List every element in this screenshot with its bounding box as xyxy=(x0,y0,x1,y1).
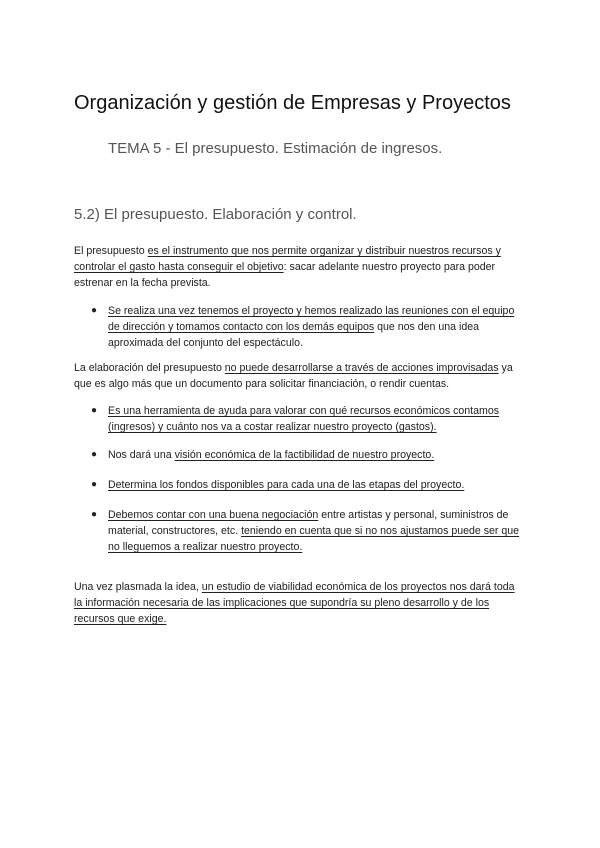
underlined-text: un estudio de viabilidad económica de los proyectos nos dará toda la información necesaria de las implicaciones que supondría su pleno desarrollo y de los recursos que exige. xyxy=(74,581,515,625)
text-run: entre artistas y personal, suministros de material, constructores, etc. xyxy=(108,509,509,537)
text-run: El presupuesto xyxy=(74,245,148,257)
text-run: Una vez plasmada la idea, xyxy=(74,581,202,593)
bullet-icon: ● xyxy=(91,449,98,460)
bullet-icon: ● xyxy=(91,479,98,490)
bullet-icon: ● xyxy=(91,305,98,316)
paragraph-budget-elaboration xyxy=(74,360,524,392)
paragraph-viability-study xyxy=(74,579,524,627)
underlined-text: es el instrumento que nos permite organizar y distribuir nuestros recursos y controlar el gasto hasta conseguir el objetivo xyxy=(74,245,501,273)
bullet-icon: ● xyxy=(91,405,98,416)
underlined-text: Debemos contar con una buena negociación xyxy=(108,509,319,521)
bullet-icon: ● xyxy=(91,509,98,520)
bullet-item xyxy=(91,507,528,555)
bullet-item xyxy=(91,447,528,463)
bullet-item xyxy=(91,477,528,493)
underlined-text: Se realiza una vez tenemos el proyecto y hemos realizado las reuniones con el equipo de dirección y tomamos contacto con los demás equipos xyxy=(108,305,515,333)
text-run: que nos den una idea aproximada del conjunto del espectáculo. xyxy=(108,321,480,349)
text-run: ya que es algo más que un documento para solicitar financiación, o rendir cuentas. xyxy=(74,362,513,390)
underlined-text: visión económica de la factibilidad de nuestro proyecto. xyxy=(174,449,435,461)
text-run: : sacar adelante nuestro proyecto para poder estrenar en la fecha prevista. xyxy=(74,261,496,289)
document-subtitle: TEMA 5 - El presupuesto. Estimación de ingresos. xyxy=(108,140,443,157)
bullet-item xyxy=(91,303,528,351)
bullet-item xyxy=(91,403,528,435)
underlined-text: Es una herramienta de ayuda para valorar con qué recursos económicos contamos (ingresos) y cuánto nos va a costar realizar nuestro proyecto (gastos). xyxy=(108,405,500,433)
document-title: Organización y gestión de Empresas y Proyectos xyxy=(74,92,511,114)
paragraph-budget-definition xyxy=(74,243,524,291)
text-run: La elaboración del presupuesto xyxy=(74,362,225,374)
underlined-text: no puede desarrollarse a través de acciones improvisadas xyxy=(224,362,499,374)
text-run: Nos dará una xyxy=(108,449,175,461)
section-heading: 5.2) El presupuesto. Elaboración y control. xyxy=(74,206,357,223)
underlined-text: teniendo en cuenta que si no nos ajustamos puede ser que no lleguemos a realizar nuestro proyecto. xyxy=(108,525,520,553)
underlined-text: Determina los fondos disponibles para cada una de las etapas del proyecto. xyxy=(108,479,465,491)
